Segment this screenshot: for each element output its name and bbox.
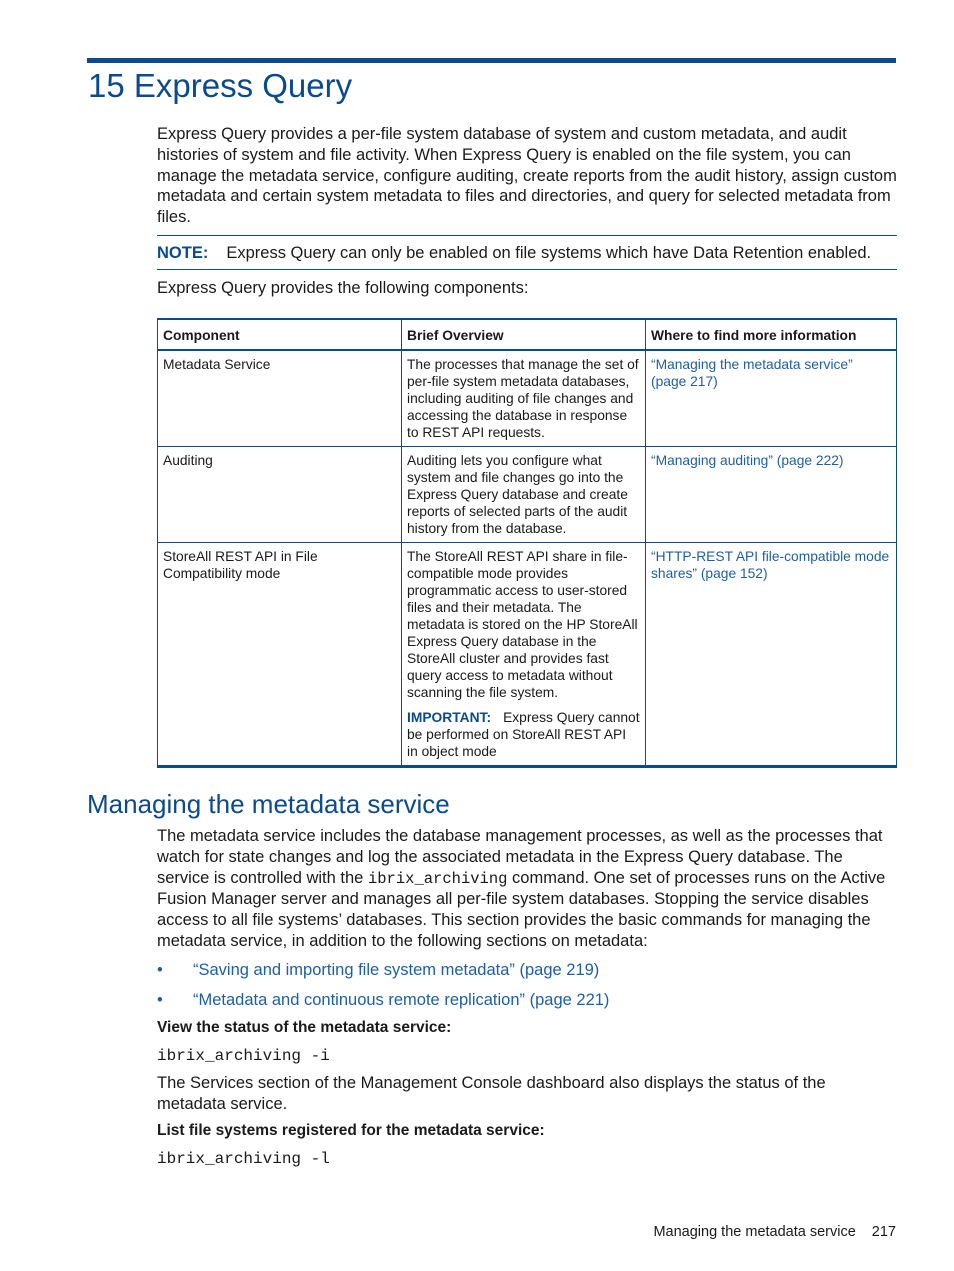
status-heading-wrap — [157, 1018, 897, 1038]
link-saving-importing-metadata[interactable]: “Saving and importing file system metadata” (page 219) — [193, 961, 600, 979]
important-label: IMPORTANT: — [407, 710, 492, 725]
components-table — [157, 318, 897, 768]
list-item — [157, 958, 897, 988]
cell-info — [646, 447, 897, 543]
table-header-row — [158, 319, 897, 350]
overview-text: The StoreAll REST API share in file-compatible mode provides programmatic access to user-stored files and their metadata. The metadata is stored on the HP StoreAll Express Query database in the StoreAll cluster and provides fast query access to metadata without scanning the file system. — [407, 549, 638, 700]
cell-overview — [402, 543, 646, 767]
cell-component: Auditing — [158, 447, 402, 543]
chapter-top-rule — [87, 58, 896, 63]
footer-section-name: Managing the metadata service — [653, 1224, 856, 1240]
status-paragraph: The Services section of the Management Console dashboard also displays the status of the metadata service. — [157, 1074, 826, 1113]
inline-command: ibrix_archiving — [367, 869, 508, 888]
link-managing-auditing[interactable]: “Managing auditing” (page 222) — [651, 453, 844, 468]
link-http-rest-api-shares[interactable]: “HTTP-REST API file-compatible mode shares” (page 152) — [651, 549, 890, 581]
cell-component: Metadata Service — [158, 350, 402, 447]
list-item — [157, 988, 897, 1018]
table-row — [158, 447, 897, 543]
header-component: Component — [158, 319, 402, 350]
header-more-info: Where to find more information — [646, 319, 897, 350]
table-row — [158, 543, 897, 767]
note-text: Express Query can only be enabled on file systems which have Data Retention enabled. — [226, 244, 872, 262]
list-command: ibrix_archiving -l — [157, 1150, 330, 1168]
page-number: 217 — [871, 1224, 896, 1240]
cell-info — [646, 350, 897, 447]
cell-info — [646, 543, 897, 767]
link-managing-metadata-service[interactable]: “Managing the metadata service” (page 217) — [651, 357, 853, 389]
status-para-wrap — [157, 1073, 897, 1115]
components-intro: Express Query provides the following components: — [157, 279, 529, 297]
list-heading: List file systems registered for the metadata service: — [157, 1122, 545, 1139]
cell-overview: The processes that manage the set of per-file system metadata databases, including auditing of file changes and accessing the database in response to REST API requests. — [402, 350, 646, 447]
bullet-icon: • — [157, 961, 163, 979]
cell-component: StoreAll REST API in File Compatibility mode — [158, 543, 402, 767]
intro-paragraph: Express Query provides a per-file system database of system and custom metadata, and audit histories of system and file activity. When Express Query is enabled on the file system, you can manage the metadata service, configure auditing, create reports from the audit history, assign custom metadata and certain system metadata to files and directories, and query for selected metadata from files. — [157, 125, 897, 227]
status-cmd-wrap — [157, 1046, 897, 1066]
section-body-text-1: The metadata service includes the database management processes, as well as the processes that watch for state changes and log the associated metadata in the Express Query database. The service is controlled with the — [157, 827, 883, 887]
section-body — [157, 826, 897, 952]
note-label: NOTE: — [157, 244, 209, 262]
section-body-text-2: command. One set of processes runs on the Active Fusion Manager server and manages all per-file system databases. Stopping the service disables access to all file systems’ databases. This section provides the basic commands for managing the metadata service, in addition to the following sections on metadata: — [157, 868, 886, 950]
link-metadata-remote-replication[interactable]: “Metadata and continuous remote replication” (page 221) — [193, 991, 610, 1009]
header-brief-overview: Brief Overview — [402, 319, 646, 350]
note-box — [157, 235, 897, 270]
page-footer — [653, 1222, 896, 1242]
table-row — [158, 350, 897, 447]
list-heading-wrap — [157, 1121, 897, 1141]
status-command: ibrix_archiving -i — [157, 1047, 330, 1065]
related-links-list — [157, 958, 897, 1018]
bullet-icon: • — [157, 991, 163, 1009]
list-cmd-wrap — [157, 1149, 897, 1169]
status-heading: View the status of the metadata service: — [157, 1019, 452, 1036]
section-title: Managing the metadata service — [87, 789, 450, 819]
important-text: Express Query cannot be performed on StoreAll REST API in object mode — [407, 710, 640, 759]
cell-overview: Auditing lets you configure what system and file changes go into the Express Query database and create reports of selected parts of the audit history from the database. — [402, 447, 646, 543]
chapter-title: 15 Express Query — [88, 67, 353, 104]
important-note — [407, 709, 640, 760]
